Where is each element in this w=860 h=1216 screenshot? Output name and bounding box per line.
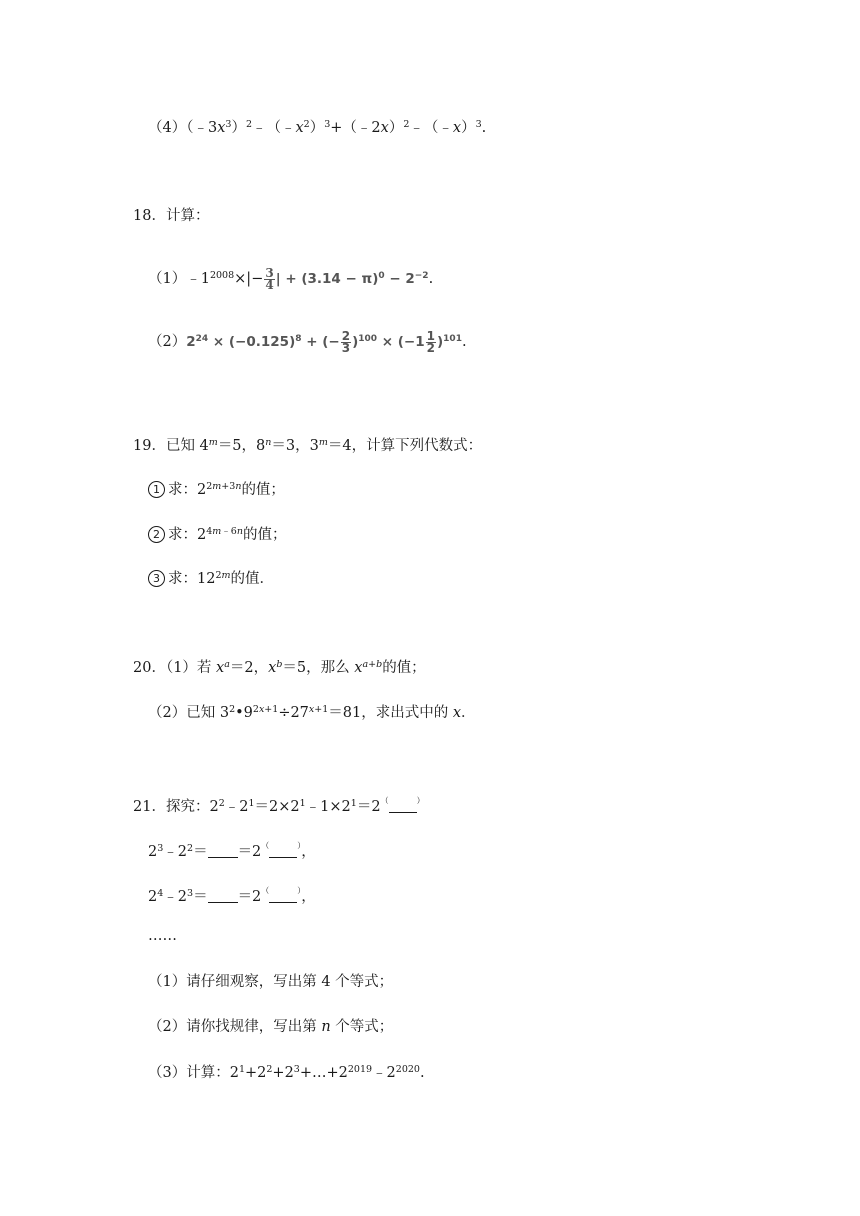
circled-3-icon: 3	[148, 570, 165, 587]
q20-item2: （2）已知 $3^2•9^{2x+1}\div 27^{x+1}=81$，求出式中的 x．	[148, 704, 476, 721]
q21-line1: 21．探究：$2^2﹣2^1=2\times 2^1﹣1\times 2^1=2^($ ）	[133, 796, 425, 815]
q18-item1	[148, 264, 433, 294]
circled-2-icon: 2	[148, 526, 165, 543]
q21-line3: $2^4﹣2^3= =2^($ ），	[148, 886, 316, 905]
q17-item4-text: $(4)(﹣3x^3)^2﹣(﹣x^2)^3+(﹣2x)^2﹣(﹣x)^3$.	[148, 119, 487, 136]
fraction: $\frac{3}{4}$	[265, 265, 274, 292]
circled-1-icon: 1	[148, 481, 165, 498]
q19-item3: 3 求：$12^{2m}$的值．	[148, 569, 274, 589]
q18-title: 18．计算：	[133, 208, 210, 224]
q21-part1: （1）请仔细观察，写出第 4 个等式；	[148, 974, 394, 990]
q18-item2: $(2)2^{24} \times (-0.125)^8$ + (− $\frac{2}{3}$ )$^{100}$ × (−1 $\frac{1}{2}$ )$^{101}$.	[148, 328, 467, 355]
q19-item2: 2 求：$2^{4m﹣6n}$的值；	[148, 525, 286, 545]
q18-item1-expr: $﹣1^{2008}\times|-$ $\frac{3}{4}$ | + $(3.14 - \pi)^0 - 2^{-2}$.	[186, 265, 434, 292]
q21-line2: $2^3﹣2^2= =2^($ ），	[148, 841, 316, 860]
answer-blank[interactable]	[269, 891, 297, 903]
answer-blank[interactable]	[208, 843, 238, 858]
q18-item2-expr: $2^{24} \times (-0.125)^8$ + (− $\frac{2}{3}$ )$^{100}$ × (−1 $\frac{1}{2}$ )$^{101}$	[186, 328, 462, 355]
answer-blank[interactable]	[208, 888, 238, 903]
q19-item1: 1 求：$2^{2m+3n}$的值；	[148, 480, 285, 500]
q18-item2-label: （2）	[148, 334, 187, 350]
answer-blank[interactable]	[269, 846, 297, 858]
q21-part3: （3）计算：$2^1+2^2+2^3+\dots+2^{2019}﹣2^{2020}$.	[148, 1064, 425, 1081]
q17-item4	[148, 118, 486, 138]
q19-title: 19．已知 $4^m=5$，$8^n=3$，$3^m=4$，计算下列代数式：	[133, 437, 483, 454]
answer-blank[interactable]	[389, 801, 417, 813]
q21-part2: （2）请你找规律，写出第 n 个等式；	[148, 1019, 394, 1035]
q21-ellipsis: ……	[148, 928, 177, 944]
q18-item1-label: （1）	[148, 271, 187, 287]
q20-item1: 20．（1）若 $x^a=2$，$x^b=5$，那么 $x^{a+b}$的值；	[133, 659, 426, 676]
